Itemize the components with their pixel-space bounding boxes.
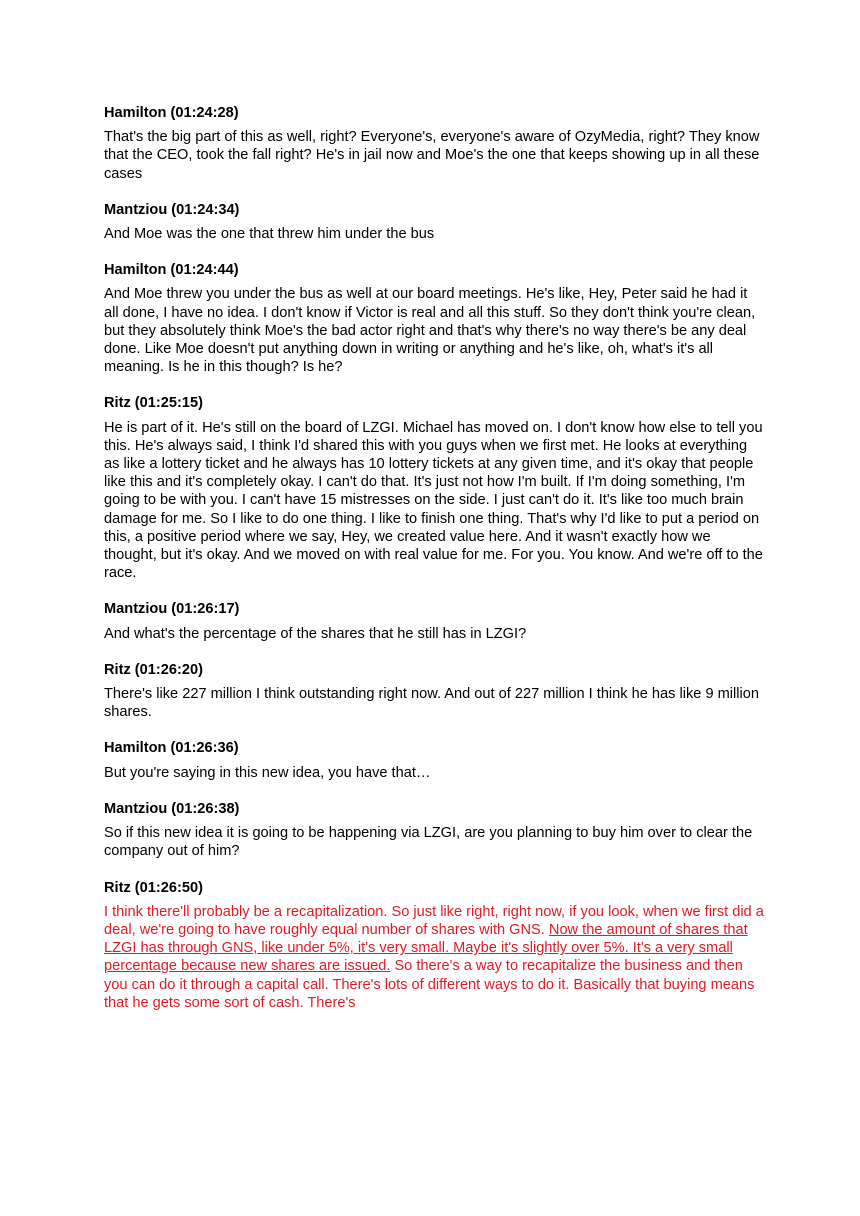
highlighted-transcript-entry (104, 879, 764, 1012)
utterance-text: And Moe was the one that threw him under the bus (104, 226, 435, 243)
highlighted-text-after: So there's a way to recapitalize the business and then you can do it through a capital call. There's lots of different ways to do it. Basically that buying means that he gets some sort of cash. There's (104, 958, 755, 1011)
speaker-timestamp: Hamilton (01:26:36) (104, 740, 239, 757)
highlighted-utterance (104, 903, 764, 1012)
transcript-entry (104, 661, 764, 722)
speaker-timestamp: Mantziou (01:26:17) (104, 601, 240, 618)
transcript-entry (104, 394, 764, 582)
underlined-text: Now the amount of shares that LZGI has through GNS, like under 5%, it's very small. Maybe it's slightly over 5%. It's a very small percentage because new shares are issued. (104, 921, 748, 975)
utterance-text: He is part of it. He's still on the board of LZGI. Michael has moved on. I don't know how else to tell you this. He's always said, I think I'd shared this with you guys when we first met. He looks at everything as like a lottery ticket and he always has 10 lottery tickets at any given time, and it's okay that people like this and it's completely okay. I can't do that. It's just not how I'm built. If I'm doing something, I'm going to be with you. I can't have 15 mistresses on the side. I just can't do it. It's like too much brain damage for me. So I like to do one thing. I like to finish one thing. That's why I'd like to put a period on this, a positive period where we say, Hey, we created value here. And it wasn't exactly how we thought, but it's okay. And we moved on with real value for me. For you. You know. And we're off to the race. (104, 419, 763, 582)
speaker-timestamp: Ritz (01:26:50) (104, 879, 203, 896)
transcript-entry (104, 600, 764, 642)
transcript-entry (104, 800, 764, 861)
transcript-entry (104, 739, 764, 781)
transcript-page (104, 104, 764, 1030)
speaker-timestamp: Ritz (01:25:15) (104, 395, 203, 412)
utterance-text: So if this new idea it is going to be happening via LZGI, are you planning to buy him over to clear the company out of him? (104, 825, 753, 860)
utterance-text: There's like 227 million I think outstanding right now. And out of 227 million I think he has like 9 million shares. (104, 686, 760, 721)
transcript-entry (104, 201, 764, 243)
utterance-text: And what's the percentage of the shares that he still has in LZGI? (104, 625, 527, 642)
speaker-timestamp: Hamilton (01:24:28) (104, 105, 239, 121)
transcript-entry (104, 261, 764, 376)
utterance-text: But you're saying in this new idea, you have that… (104, 764, 431, 781)
speaker-timestamp: Hamilton (01:24:44) (104, 262, 239, 279)
speaker-timestamp: Mantziou (01:26:38) (104, 800, 240, 817)
utterance-text: And Moe threw you under the bus as well at our board meetings. He's like, Hey, Peter said he had it all done, I have no idea. I don't know if Victor is real and all this stuff. So they don't think you're clean, but they absolutely think Moe's the bad actor right and that's why there's no way there's be any deal done. Like Moe doesn't put anything down in writing or anything and he's like, oh, what's it's all meaning. Is he in this though? Is he? (104, 286, 756, 376)
highlighted-text-before: I think there'll probably be a recapitalization. So just like right, right now, if you look, when we first did a deal, we're going to have roughly equal number of shares with GNS. (104, 903, 764, 938)
speaker-timestamp: Mantziou (01:24:34) (104, 201, 240, 218)
utterance-text: That's the big part of this as well, right? Everyone's, everyone's aware of OzyMedia, right? They know that the CEO, took the fall right? He's in jail now and Moe's the one that keeps showing up in all these cases (104, 129, 760, 182)
transcript-entry (104, 104, 764, 183)
speaker-timestamp: Ritz (01:26:20) (104, 661, 203, 678)
